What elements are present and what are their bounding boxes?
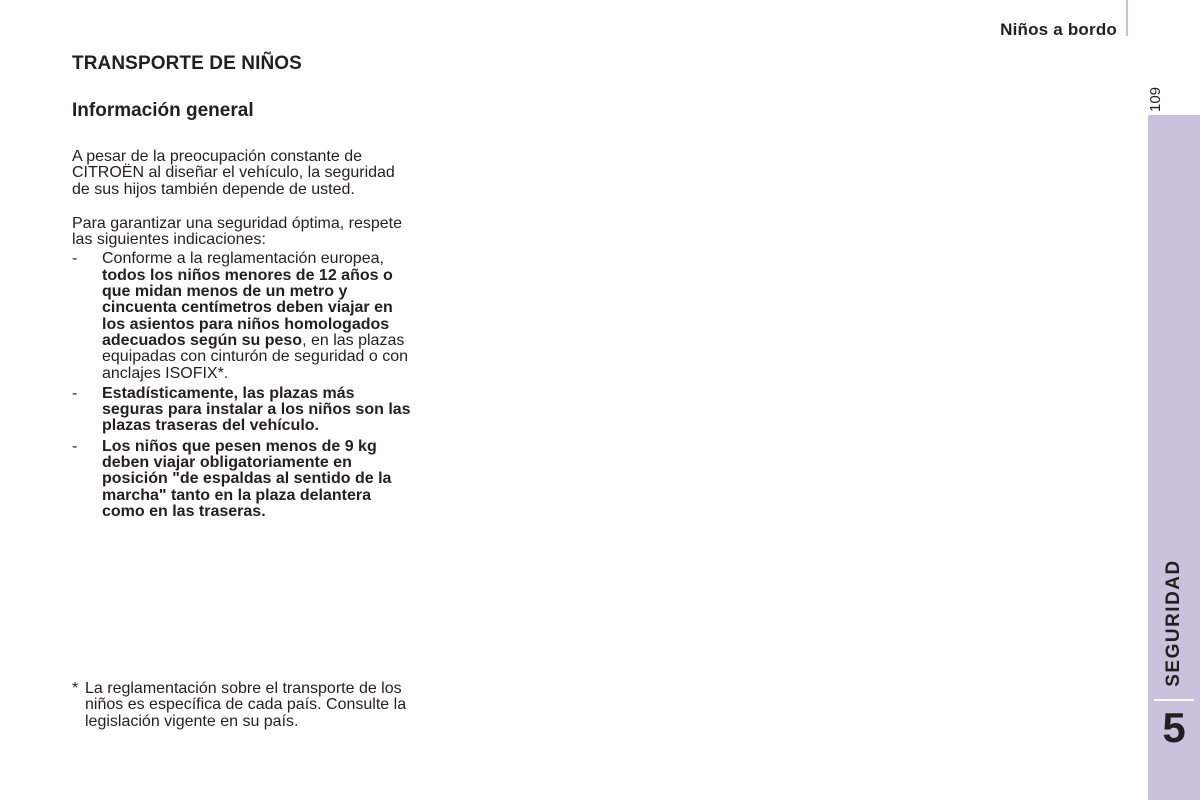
- bullet-dash: -: [72, 437, 78, 455]
- instruction-list: [72, 251, 412, 520]
- footnote-text: La reglamentación sobre el transporte de los niños es específica de cada país. Consulte la legislación vigente en su país.: [85, 680, 407, 730]
- section-label-text: SEGURIDAD: [1163, 558, 1185, 687]
- header-divider: [1126, 0, 1128, 36]
- bullet-bold-text: todos los niños menores de 12 años o que midan menos de un metro y cincuenta centímetros deben viajar en los asientos para niños homologados adecuados según su peso: [102, 266, 393, 349]
- list-item: [72, 386, 412, 435]
- bullet-dash: -: [72, 384, 78, 402]
- main-content: [72, 52, 412, 520]
- side-tab-divider: [1154, 699, 1194, 701]
- page-number: [1146, 84, 1166, 114]
- bullet-dash: -: [72, 250, 78, 268]
- footnote: [72, 681, 412, 730]
- bullet-bold-text: Estadísticamente, las plazas más seguras para instalar a los niños son las plazas traseras del vehículo.: [102, 384, 411, 435]
- section-title: TRANSPORTE DE NIÑOS: [72, 53, 302, 74]
- footnote-mark: *: [72, 680, 79, 697]
- subsection-title: Información general: [72, 100, 254, 121]
- list-item: [72, 439, 412, 520]
- chapter-number: 5: [1162, 704, 1186, 751]
- instructions-paragraph: Para garantizar una seguridad óptima, respete las siguientes indicaciones:: [72, 214, 402, 249]
- bullet-intro-text: Conforme a la reglamentación europea,: [102, 250, 384, 268]
- chapter-side-tab: [1148, 115, 1200, 800]
- section-label: [1148, 555, 1200, 690]
- bullet-rest-text: , en las plazas equipadas con cinturón de seguridad o con anclajes ISOFIX*.: [102, 331, 408, 382]
- bullet-bold-text: Los niños que pesen menos de 9 kg deben viajar obligatoriamente en posición "de espaldas al sentido de la marcha" tanto en la plaza delantera como en las traseras.: [102, 437, 392, 520]
- page-number-text: 109: [1147, 86, 1165, 112]
- intro-paragraph: A pesar de la preocupación constante de CITROËN al diseñar el vehículo, la seguridad de sus hijos también depende de usted.: [72, 148, 395, 198]
- running-header-title: Niños a bordo: [1000, 20, 1117, 39]
- list-item: [72, 251, 412, 381]
